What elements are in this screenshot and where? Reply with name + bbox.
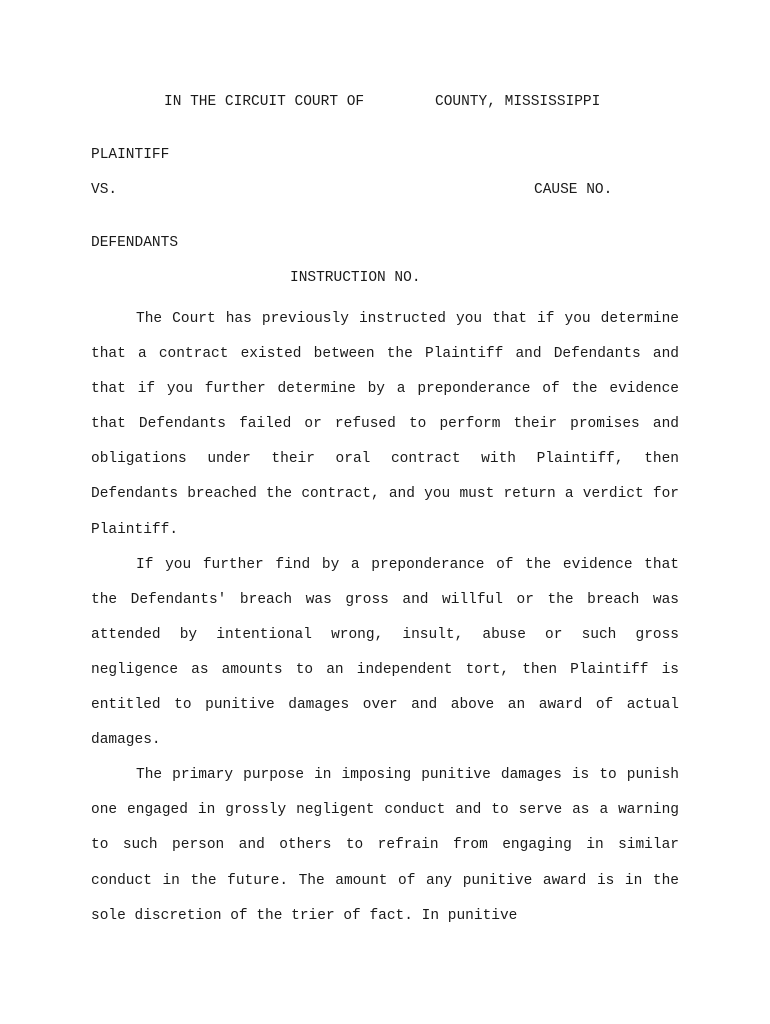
versus-label: VS. bbox=[91, 182, 118, 198]
cause-number-label: CAUSE NO. bbox=[534, 182, 613, 198]
paragraph-punitive-entitlement: If you further find by a preponderance of the evidence that the Defendants' breach was gross and willful or the breach was attended by intentional wrong, insult, abuse or such gross negligence as amounts to an independent tort, then Plaintiff is entitled to punitive damages over and above an award of actual damages. bbox=[91, 556, 679, 749]
court-heading-left: IN THE CIRCUIT COURT OF bbox=[164, 94, 365, 110]
paragraph-punitive-purpose: The primary purpose in imposing punitive damages is to punish one engaged in grossly negligent conduct and to serve as a warning to such person and others to refrain from engaging in similar conduct in the future. The amount of any punitive award is in the sole discretion of the trier of fact. In punitive bbox=[91, 767, 679, 924]
court-heading-right: COUNTY, MISSISSIPPI bbox=[435, 94, 601, 110]
instruction-title: INSTRUCTION NO. bbox=[290, 270, 421, 286]
paragraph-breach: The Court has previously instructed you that if you determine that a contract existed between the Plaintiff and Defendants and that if you further determine by a preponderance of the evidence that Defendants failed or refused to perform their promises and obligations under their oral contract with Plaintiff, then Defendants breached the contract, and you must return a verdict for Plaintiff. bbox=[91, 311, 679, 538]
plaintiff-label: PLAINTIFF bbox=[91, 147, 170, 163]
defendants-label: DEFENDANTS bbox=[91, 235, 179, 251]
instruction-body bbox=[91, 302, 679, 934]
